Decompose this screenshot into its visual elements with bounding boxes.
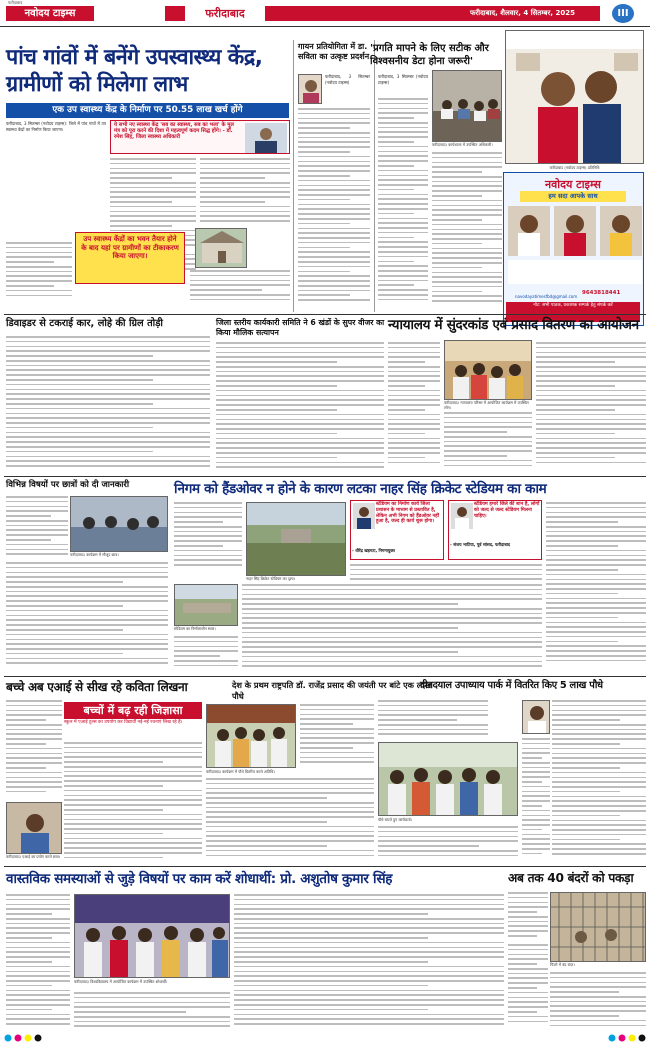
- row3-left-body-b: [6, 562, 168, 672]
- row4-banner-sub: स्कूल में एआई टूल्स का उपयोग कर विद्यार्थी नई-नई रचनाएं लिख रहे हैं।: [64, 720, 183, 725]
- column-divider: [293, 40, 294, 312]
- row2-right-headline: न्यायालय में सुंदरकांड एवं प्रसाद वितरण का आयोजन: [388, 317, 639, 333]
- row4-mid-photo: [206, 704, 296, 768]
- row2-mid-body: [216, 342, 384, 472]
- ad-portraits: [508, 206, 642, 286]
- lead-headline: पांच गांवों में बनेंगे उपस्वास्थ्य केंद्र, ग्रामीणों को मिलेगा लाभ: [6, 45, 263, 97]
- row4-banner: बच्चों में बढ़ रही जिज्ञासा: [64, 702, 202, 719]
- row4-left-body-b: [64, 742, 202, 862]
- row4-mid-body-b: [206, 778, 374, 862]
- row2-mid-headline: जिला स्तरीय कार्यकारी समिति ने 6 खंडों के सुपर वीजर का किया मौलिक सत्यापन: [216, 318, 385, 337]
- col2-dateline: फरीदाबाद, 3 सितम्बर (नवोदय टाइम्स): [325, 74, 370, 85]
- row4-right-body-b: [378, 826, 518, 862]
- row5-right-body-b: [508, 944, 548, 1030]
- col3-headline: 'प्रगति मापने के लिए सटीक और विश्वसनीय डेटा होना जरूरी': [370, 43, 489, 67]
- ad-tagline: हम सदा आपके साथ: [520, 191, 626, 202]
- row5-left-body-a: [6, 894, 70, 1030]
- row4-left-caption: फरीदाबाद। एआई का प्रयोग करते छात्र।: [6, 854, 61, 859]
- row5-right-body-a: [508, 892, 548, 942]
- monkey-cage-photo: [550, 892, 646, 962]
- row4-mid-caption: फरीदाबाद। कार्यक्रम में पौधे वितरित करते अतिथि।: [206, 769, 275, 774]
- row-rule: [4, 314, 646, 315]
- print-registration-band: [0, 1033, 650, 1043]
- row4-left-headline: बच्चे अब एआई से सीख रहे कविता लिखना: [6, 680, 188, 694]
- row3-main-body-d: [242, 584, 542, 672]
- ad-brand: नवोदय टाइम्स: [545, 178, 601, 191]
- date-line: फरीदाबाद, शैलवार, 4 सितम्बर, 2025: [470, 9, 575, 17]
- row4-left-photo: [6, 802, 62, 854]
- row3-left-body-a: [6, 496, 68, 560]
- row5-right-caption: पिंजरे में बंद बंदर।: [550, 962, 575, 967]
- row4-right-photo: [378, 742, 518, 816]
- row4-right-body-a: [378, 700, 488, 740]
- row4-right-body-c: [552, 700, 646, 862]
- callout-1-text: स्टेडियम का निर्माण कार्य जिला प्रशासन के माध्यम से प्रस्तावित है, लेकिन अभी निगम को हैंडओवर नहीं हुआ है, जल्द ही कार्य शुरू होगा।: [376, 502, 439, 525]
- col3-body-b: [432, 152, 502, 308]
- row2-photo-caption: फरीदाबाद। न्यायालय परिसर में आयोजित कार्यक्रम में उपस्थित लोग।: [444, 400, 529, 410]
- row2-left-body: [6, 336, 210, 472]
- col2-body: [298, 108, 370, 308]
- lead-dateline: फरीदाबाद, 3 सितम्बर (नवोदय टाइम्स): जिले में पांच गांवों में उप स्वास्थ्य केंद्रों का निर्माण किया जाएगा।: [6, 121, 106, 132]
- row5-left-body-c: [234, 894, 504, 1030]
- lead-strap: एक उप स्वास्थ्य केंद्र के निर्माण पर 50.55 लाख खर्च होंगे: [6, 103, 289, 118]
- row-rule: [4, 866, 646, 867]
- col2-portrait: [298, 74, 322, 104]
- ad-email: navodayatimesfbd@gmail.com: [515, 294, 578, 299]
- stadium-photo-2-caption: स्टेडियम का निर्माणाधीन स्थल।: [174, 626, 216, 631]
- row5-left-caption: फरीदाबाद। विश्वविद्यालय में आयोजित कार्यक्रम में उपस्थित शोधार्थी।: [74, 979, 168, 984]
- row4-right-body-d: [522, 738, 550, 862]
- row4-right-caption: पौधे बांटते हुए कार्यकर्ता।: [378, 817, 413, 822]
- edition-name: फरीदाबाद: [185, 6, 265, 21]
- row5-right-body-c: [550, 972, 646, 1030]
- row5-right-headline: अब तक 40 बंदरों को पकड़ा: [508, 871, 634, 885]
- col2-headline: गायन प्रतियोगिता में डा. सविता का उत्कृष्ट प्रदर्शन: [298, 42, 370, 61]
- row2-right-body-c: [536, 342, 646, 470]
- row3-main-body-e: [174, 636, 238, 672]
- row-rule: [4, 676, 646, 677]
- callout-2-source: - संजय भाटिया, पूर्व सांसद, फरीदाबाद: [450, 542, 511, 547]
- ad-family-photo: [505, 30, 644, 164]
- row3-left-headline: विभिन्न विषयों पर छात्रों को दी जानकारी: [6, 480, 130, 490]
- col3-photo-caption: फरीदाबाद। कार्यशाला में उपस्थित अधिकारी।: [432, 142, 493, 147]
- row4-right-portrait: [522, 700, 550, 734]
- row-rule: [4, 476, 646, 477]
- callout-text: उप स्वास्थ्य केंद्रों का भवन तैयार होने के बाद यहां पर ग्रामीणों का टीकाकरण किया जाएगा।: [81, 235, 179, 261]
- callout-2-portrait: [451, 503, 473, 529]
- ad-contact-note: नोट: सभी पाठक, प्रकाशक सम्पर्क हेतु संपर्क करें: [506, 302, 640, 322]
- lead-photo: [195, 228, 247, 268]
- row3-main-headline: निगम को हैंडओवर न होने के कारण लटका नाहर सिंह क्रिकेट स्टेडियम का काम: [174, 481, 547, 497]
- stadium-photo: [246, 502, 346, 576]
- col3-meeting-photo: [432, 70, 502, 142]
- row2-right-body-a: [388, 342, 440, 470]
- column-divider: [374, 40, 375, 312]
- stadium-photo-2: [174, 584, 238, 626]
- brand-logo: नवोदय टाइम्स: [6, 6, 94, 21]
- row5-left-headline: वास्तविक समस्याओं से जुड़े विषयों पर काम करें शोधार्थी: प्रो. अशुतोष कुमार सिंह: [6, 871, 393, 887]
- masthead-rule: [0, 26, 650, 27]
- row4-mid-headline: देश के प्रथम राष्ट्रपति डॉ. राजेंद्र प्रसाद की जयंती पर बांटे एक लाख पौधे: [232, 680, 432, 701]
- callout-1-source: - धीरेंद्र खड़गटा, निगमायुक्त: [352, 548, 395, 553]
- row2-left-headline: डिवाइडर से टकराई कार, लोहे की ग्रिल तोड़ी: [6, 318, 163, 329]
- stadium-photo-caption: नाहर सिंह क्रिकेट स्टेडियम का दृश्य।: [246, 576, 296, 581]
- row4-left-body-a: [6, 700, 62, 798]
- row5-left-photo: [74, 894, 230, 978]
- row5-left-body-b: [74, 992, 230, 1030]
- lead-body-col3: [200, 158, 290, 228]
- masthead: [0, 0, 650, 26]
- lead-body-col4: [190, 270, 290, 306]
- col3-body-a: [378, 98, 428, 308]
- row2-right-body-b: [444, 412, 532, 470]
- masthead-tiny-label: फरीदाबाद: [8, 0, 23, 5]
- doctor-photo-icon: [245, 123, 287, 153]
- quote-text: ये सभी नए स्वास्थ्य केंद्र 'सब का स्वास्थ्य, सब का भला' के मूल मंत्र को पूरा करने की दिशा में महत्वपूर्ण कदम सिद्ध होंगे। - डॉ. रमेश सिंह, जिला स्वास्थ्य अधिकारी: [114, 122, 234, 141]
- row3-main-body-a: [174, 502, 242, 572]
- row3-left-photo-caption: फरीदाबाद। कार्यक्रम में मौजूद छात्र।: [70, 552, 119, 557]
- page-number: III: [612, 4, 634, 23]
- row3-left-photo: [70, 496, 168, 552]
- callout-2-text: स्टेडियम हमारे जिले की शान है, लोगों को जल्द से जल्द स्टेडियम मिलना चाहिए।: [474, 502, 540, 519]
- lead-body-col1: [6, 242, 72, 302]
- callout-1-portrait: [353, 503, 375, 529]
- ad-phone: 9643818441: [582, 290, 621, 296]
- col3-dateline: फरीदाबाद, 3 सितम्बर (नवोदय टाइम्स): [378, 74, 428, 85]
- row2-event-photo: [444, 340, 532, 400]
- row3-main-body-c: [546, 502, 646, 672]
- row3-main-body-b: [350, 564, 542, 584]
- ad-photo-caption: फरीदाबाद (नवोदय टाइम्स) प्रतिनिधि: [549, 165, 600, 170]
- row4-right-headline: दीनदयाल उपाध्याय पार्क में वितरित किए 5 लाख पौधे: [420, 680, 603, 691]
- row4-mid-body-a: [300, 704, 374, 768]
